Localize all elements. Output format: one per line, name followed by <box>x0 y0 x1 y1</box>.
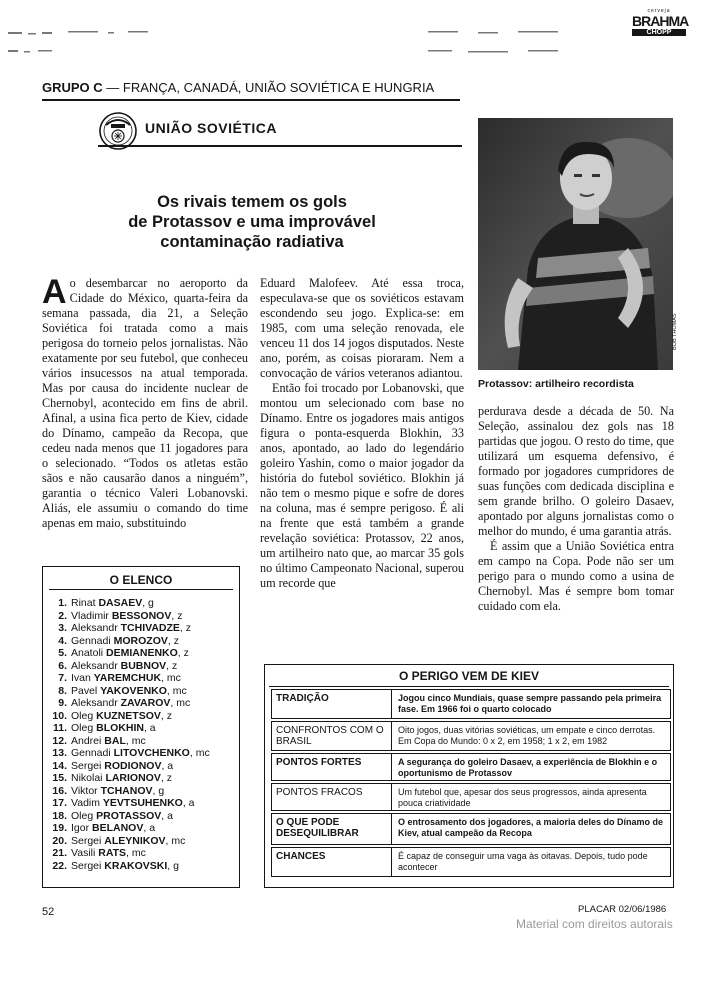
player-first: Sergei <box>71 859 105 872</box>
player-first: Rinat <box>71 597 99 609</box>
player-number: 5. <box>58 647 67 659</box>
player-position: , a <box>161 759 174 772</box>
player-surname: MOROZOV <box>113 634 168 647</box>
player-number: 15. <box>52 772 67 784</box>
player-number: 4. <box>58 634 67 647</box>
player-first: Sergei <box>71 759 105 772</box>
player-name <box>71 760 173 773</box>
player-surname: BAL <box>104 734 126 747</box>
roster-row <box>51 860 241 873</box>
brand-small: cerveja <box>647 8 671 14</box>
player-surname: ALEYNIKOV <box>104 834 166 847</box>
player-first: Ivan <box>71 672 94 684</box>
brahma-logo <box>632 8 689 36</box>
perigo-row <box>271 753 671 781</box>
perigo-text: É capaz de conseguir uma vaga às oitavas. Depois, tudo pode acontecer <box>398 851 648 872</box>
player-number: 18. <box>52 809 67 822</box>
player-position: , z <box>160 772 172 784</box>
player-number: 14. <box>52 759 67 772</box>
player-position: , mc <box>170 697 191 709</box>
player-number: 7. <box>58 672 67 684</box>
perigo-text: A segurança do goleiro Dasaev, a experiência de Blokhin e o oportunismo de Protassov <box>398 757 658 778</box>
player-position: , mc <box>126 847 146 859</box>
drop-cap: A <box>42 273 67 311</box>
player-position: , a <box>143 722 156 734</box>
player-position: , z <box>167 634 179 647</box>
player-first: Nikolai <box>71 772 106 784</box>
player-number: 13. <box>52 747 67 759</box>
player-surname: ZAVAROV <box>120 697 171 709</box>
headline-line: de Protassov e uma improvável <box>128 213 376 231</box>
group-rule <box>42 99 460 101</box>
player-number: 1. <box>58 597 67 609</box>
roster-row <box>51 597 241 610</box>
player-name <box>71 710 172 723</box>
player-position: , a <box>143 822 156 834</box>
player-surname: LARIONOV <box>105 772 161 784</box>
roster-row <box>51 710 241 723</box>
player-first: Oleg <box>71 709 97 722</box>
roster-row <box>51 772 241 785</box>
player-name <box>71 672 181 685</box>
player-position: , g <box>167 859 179 872</box>
headline <box>42 192 462 252</box>
elenco-rule <box>49 589 233 590</box>
player-first: Anatoli <box>71 647 107 659</box>
player-first: Aleksandr <box>71 697 121 709</box>
player-number: 22. <box>52 859 67 872</box>
player-name <box>71 647 189 660</box>
perigo-text: Um futebol que, apesar dos seus progressos, ainda apresenta pouca criatividade <box>398 787 647 808</box>
roster-row <box>51 635 241 648</box>
player-name <box>71 847 146 860</box>
player-number: 21. <box>52 847 67 859</box>
player-number: 19. <box>52 822 67 834</box>
player-first: Oleg <box>71 722 97 734</box>
player-first: Gennadi <box>71 634 114 647</box>
player-photo <box>478 118 673 370</box>
perigo-rule <box>269 686 669 687</box>
player-surname: YAREMCHUK <box>93 672 162 684</box>
player-first: Igor <box>71 822 93 834</box>
perigo-text: O entrosamento dos jogadores, a maioria deles do Dínamo de Kiev, atual campeão da Recopa <box>398 817 664 838</box>
player-name <box>71 785 164 798</box>
roster-row <box>51 797 241 810</box>
perigo-row <box>271 847 671 877</box>
perigo-label: CONFRONTOS COM O BRASIL <box>272 722 392 750</box>
player-name <box>71 735 146 748</box>
perigo-row <box>271 813 671 845</box>
player-surname: DEMIANENKO <box>106 647 178 659</box>
player-number: 3. <box>58 622 67 634</box>
player-surname: BUBNOV <box>120 659 167 672</box>
team-title: UNIÃO SOVIÉTICA <box>145 120 277 136</box>
player-name <box>71 635 179 648</box>
player-first: Vadim <box>71 797 103 809</box>
perigo-label: PONTOS FRACOS <box>272 784 392 810</box>
body-column-2-top <box>260 276 464 591</box>
player-first: Andrei <box>71 734 105 747</box>
player-first: Sergei <box>71 834 105 847</box>
player-position: , a <box>182 797 195 809</box>
roster-row <box>51 847 241 860</box>
roster-row <box>51 822 241 835</box>
group-heading <box>42 80 434 95</box>
player-first: Viktor <box>71 784 101 797</box>
player-position: , z <box>179 622 192 634</box>
perigo-label: TRADIÇÃO <box>272 690 392 718</box>
player-name <box>71 772 172 785</box>
roster-row <box>51 647 241 660</box>
roster-row <box>51 722 241 735</box>
perigo-text: Jogou cinco Mundiais, quase sempre passando pela primeira fase. Em 1966 foi o quarto colocado <box>398 693 662 714</box>
player-name <box>71 597 154 610</box>
player-number: 12. <box>52 734 67 747</box>
player-surname: LITOVCHENKO <box>113 747 190 759</box>
player-position: , a <box>161 809 173 822</box>
brand-sub: CHOPP <box>632 29 686 36</box>
body-text: perdurava desde a década de 50. Na Seleção, assinalou dez gols nas 18 partidas que jogou. O resto do time, que utilizará um esquema defensivo, é formado por jogadores cumpridores de suas funções com dedicada disciplina e sem grande brilho. O goleiro Dasaev, apontado por alguns jornalistas como o melhor do mundo, é uma garantia atrás. <box>478 404 674 538</box>
perigo-label: CHANCES <box>272 848 392 876</box>
player-surname: RODIONOV <box>104 759 162 772</box>
body-text: É assim que a União Soviética entra em campo na Copa. Pode não ser um perigo para o mundo como a usina de Chernobyl. Mas é sempre bom tomar cuidado com ela. <box>478 539 674 613</box>
perigo-label: O QUE PODE DESEQUILIBRAR <box>272 814 392 844</box>
brand-name: BRAHMA <box>632 13 689 29</box>
photo-credit: BOB THOMAS <box>672 313 678 350</box>
player-name <box>71 622 191 635</box>
perigo-row <box>271 689 671 719</box>
player-first: Aleksandr <box>71 622 121 634</box>
perigo-row <box>271 721 671 751</box>
player-position: , mc <box>165 834 186 847</box>
player-position: , mc <box>189 747 210 759</box>
elenco-title: O ELENCO <box>109 573 173 587</box>
player-surname: YAKOVENKO <box>100 684 167 697</box>
player-number: 16. <box>52 784 67 797</box>
player-name <box>71 835 185 848</box>
player-position: , mc <box>161 672 181 684</box>
roster-row <box>51 622 241 635</box>
player-surname: TCHANOV <box>100 784 153 797</box>
body-text: Então foi trocado por Lobanovski, que montou um selecionado com base no Dínamo. Entre os jogadores mais antigos figura o ponta-esquerda Blokhin, 33 anos, apontado, ao lado do legendário goleiro Yashin, como o maior jogador da história do futebol soviético. Blokhin já não tem o mesmo pique e sofre de dores na coluna, mas é sempre perigoso. É ali na frente que está também a grande revelação soviética: Protassov, 22 anos, um artilheiro nato que, ao marcar 35 gols no último Campeonato Nacional, superou um recorde que <box>260 381 464 590</box>
player-name <box>71 697 190 710</box>
body-column-1 <box>42 273 248 531</box>
player-name <box>71 685 187 698</box>
player-position: , z <box>160 709 172 722</box>
roster-row <box>51 810 241 823</box>
player-surname: BLOKHIN <box>96 722 144 734</box>
perigo-text: Oito jogos, duas vitórias soviéticas, um empate e cinco derrotas. Em Copa do Mundo: 0 x 2, em 1958; 1 x 2, em 1982 <box>398 725 656 746</box>
player-number: 20. <box>52 834 67 847</box>
player-position: , z <box>166 659 178 672</box>
player-surname: KUZNETSOV <box>96 709 161 722</box>
body-text: o desembarcar no aeroporto da Cidade do México, quarta-feira da semana passada, dia 21, a Seleção Soviética foi tratada como a mais perigosa do torneio pelos jornalistas. Não exatamente por seu futebol, que conheceu vários insucessos na atual temporada. Mas por causa do incidente nuclear de Chernobyl, acontecido em fins de abril. Afinal, a usina fica perto de Kiev, cidade do Dínamo, campeão da Recopa, que cedeu nada menos que 11 jogadores para o selecionado. “Todos os atletas estão sãos e não causarão danos a ninguém”, garantia o técnico Valeri Lobanovski. Aliás, ele assumiu o comando do time apenas em maio, substituindo <box>42 276 248 530</box>
player-number: 9. <box>58 697 67 709</box>
player-name <box>71 660 177 673</box>
player-name <box>71 810 173 823</box>
team-rule <box>98 145 462 147</box>
roster-list <box>51 597 241 872</box>
player-position: , z <box>171 609 183 622</box>
roster-row <box>51 760 241 773</box>
roster-row <box>51 785 241 798</box>
roster-row <box>51 672 241 685</box>
player-number: 8. <box>58 684 67 697</box>
group-prefix: GRUPO C <box>42 80 103 95</box>
player-number: 11. <box>52 722 67 734</box>
player-number: 10. <box>52 709 67 722</box>
roster-row <box>51 697 241 710</box>
player-surname: RATS <box>98 847 127 859</box>
headline-line: contaminação radiativa <box>160 233 344 251</box>
player-position: , z <box>177 647 189 659</box>
player-surname: BELANOV <box>92 822 144 834</box>
player-position: , mc <box>125 734 146 747</box>
perigo-title: O PERIGO VEM DE KIEV <box>398 669 540 683</box>
player-name <box>71 860 179 873</box>
player-position: , mc <box>166 684 187 697</box>
player-name <box>71 822 155 835</box>
player-name <box>71 610 182 623</box>
player-surname: DASAEV <box>98 597 143 609</box>
player-number: 6. <box>58 659 67 672</box>
roster-row <box>51 835 241 848</box>
copyright-watermark: Material com direitos autorais <box>516 917 673 931</box>
player-number: 17. <box>52 797 67 809</box>
player-name <box>71 747 210 760</box>
player-surname: KRAKOVSKI <box>104 859 168 872</box>
perigo-row <box>271 783 671 811</box>
roster-row <box>51 685 241 698</box>
player-name <box>71 797 195 810</box>
player-position: , g <box>152 784 165 797</box>
player-first: Gennadi <box>71 747 114 759</box>
roster-row <box>51 747 241 760</box>
body-column-3 <box>478 404 674 614</box>
player-number: 2. <box>58 609 67 622</box>
player-name <box>71 722 156 735</box>
body-text: Eduard Malofeev. Até essa troca, especulava-se que os soviéticos estavam escondendo seu jogo. Explica-se: em 1985, com uma seleção renovada, ele venceu 11 dos 14 jogos disputados. Neste ano, porém, as coisas pioraram. Nem a convocação de vários veteranos adiantou. <box>260 276 464 380</box>
perigo-label: PONTOS FORTES <box>272 754 392 780</box>
player-first: Oleg <box>71 809 97 822</box>
player-first: Vladimir <box>71 609 112 622</box>
elenco-box <box>42 566 240 888</box>
player-surname: TCHIVADZE <box>120 622 180 634</box>
player-surname: YEVTSUHENKO <box>102 797 183 809</box>
group-teams: — FRANÇA, CANADÁ, UNIÃO SOVIÉTICA E HUNGRIA <box>102 80 435 95</box>
player-first: Vasili <box>71 847 99 859</box>
player-surname: BESSONOV <box>111 609 172 622</box>
photo-caption: Protassov: artilheiro recordista <box>478 378 634 390</box>
player-first: Pavel <box>71 684 101 697</box>
player-surname: PROTASSOV <box>96 809 162 822</box>
source-line: PLACAR 02/06/1986 <box>578 904 667 915</box>
roster-row <box>51 735 241 748</box>
roster-row <box>51 660 241 673</box>
player-position: , g <box>142 597 154 609</box>
headline-line: Os rivais temem os gols <box>157 193 347 211</box>
page-number: 52 <box>42 906 55 918</box>
roster-row <box>51 610 241 623</box>
perigo-table <box>264 664 674 888</box>
player-first: Aleksandr <box>71 659 121 672</box>
scan-noise <box>8 28 598 78</box>
